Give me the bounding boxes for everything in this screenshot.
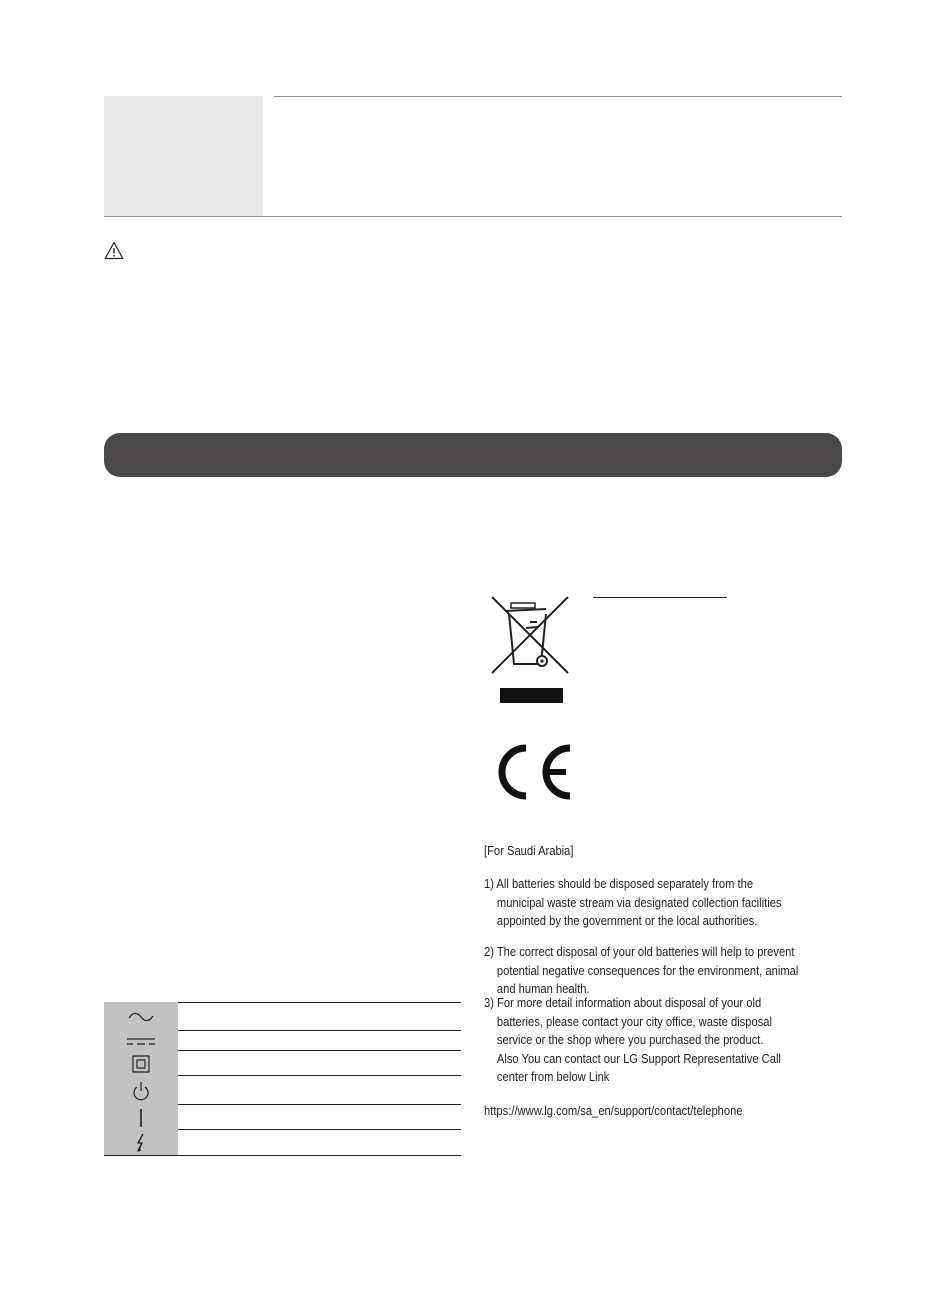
table-row (104, 1051, 461, 1076)
power-on-icon (138, 1108, 144, 1128)
class-ii-equipment-icon (132, 1055, 150, 1073)
support-link[interactable]: https://www.lg.com/sa_en/support/contact/telephone (484, 1103, 743, 1118)
saudi-notice-item-1: 1) All batteries should be disposed separately from the municipal waste stream via designated collection facilities appointed by the government or the local authorities. (484, 876, 782, 928)
info-box (104, 96, 842, 217)
section-header-bar (104, 433, 842, 477)
info-box-bottom-rule (104, 216, 842, 217)
warning-triangle-icon (104, 241, 124, 260)
saudi-notice-item-3: 3) For more detail information about disposal of your old batteries, please contact your city office, waste disposal service or the shop where you purchased the product. Also You can contact our LG Support Representative Call center from below Link (484, 994, 802, 1087)
table-row (104, 1002, 461, 1031)
info-box-label-cell (104, 96, 263, 216)
ac-current-icon (127, 1011, 155, 1023)
crossed-out-wheelie-bin-icon (488, 594, 572, 706)
standby-icon (132, 1081, 150, 1101)
saudi-notice-heading: [For Saudi Arabia] (484, 843, 574, 858)
table-row (104, 1031, 461, 1051)
hazardous-voltage-icon (135, 1133, 147, 1153)
table-row (104, 1105, 461, 1130)
symbols-table (104, 1002, 461, 1156)
dc-current-icon (126, 1036, 156, 1046)
table-row (104, 1076, 461, 1105)
info-box-top-rule (274, 96, 842, 97)
saudi-notice-item-3-extra: Also You can contact our LG Support Representative Call center from below Link (496, 1050, 781, 1084)
weee-heading-rule (593, 597, 727, 598)
table-row (104, 1130, 461, 1156)
ce-mark-icon (494, 742, 576, 802)
saudi-notice-item-2: 2) The correct disposal of your old batteries will help to prevent potential negative consequences for the environment, animal and human health. (484, 944, 799, 996)
